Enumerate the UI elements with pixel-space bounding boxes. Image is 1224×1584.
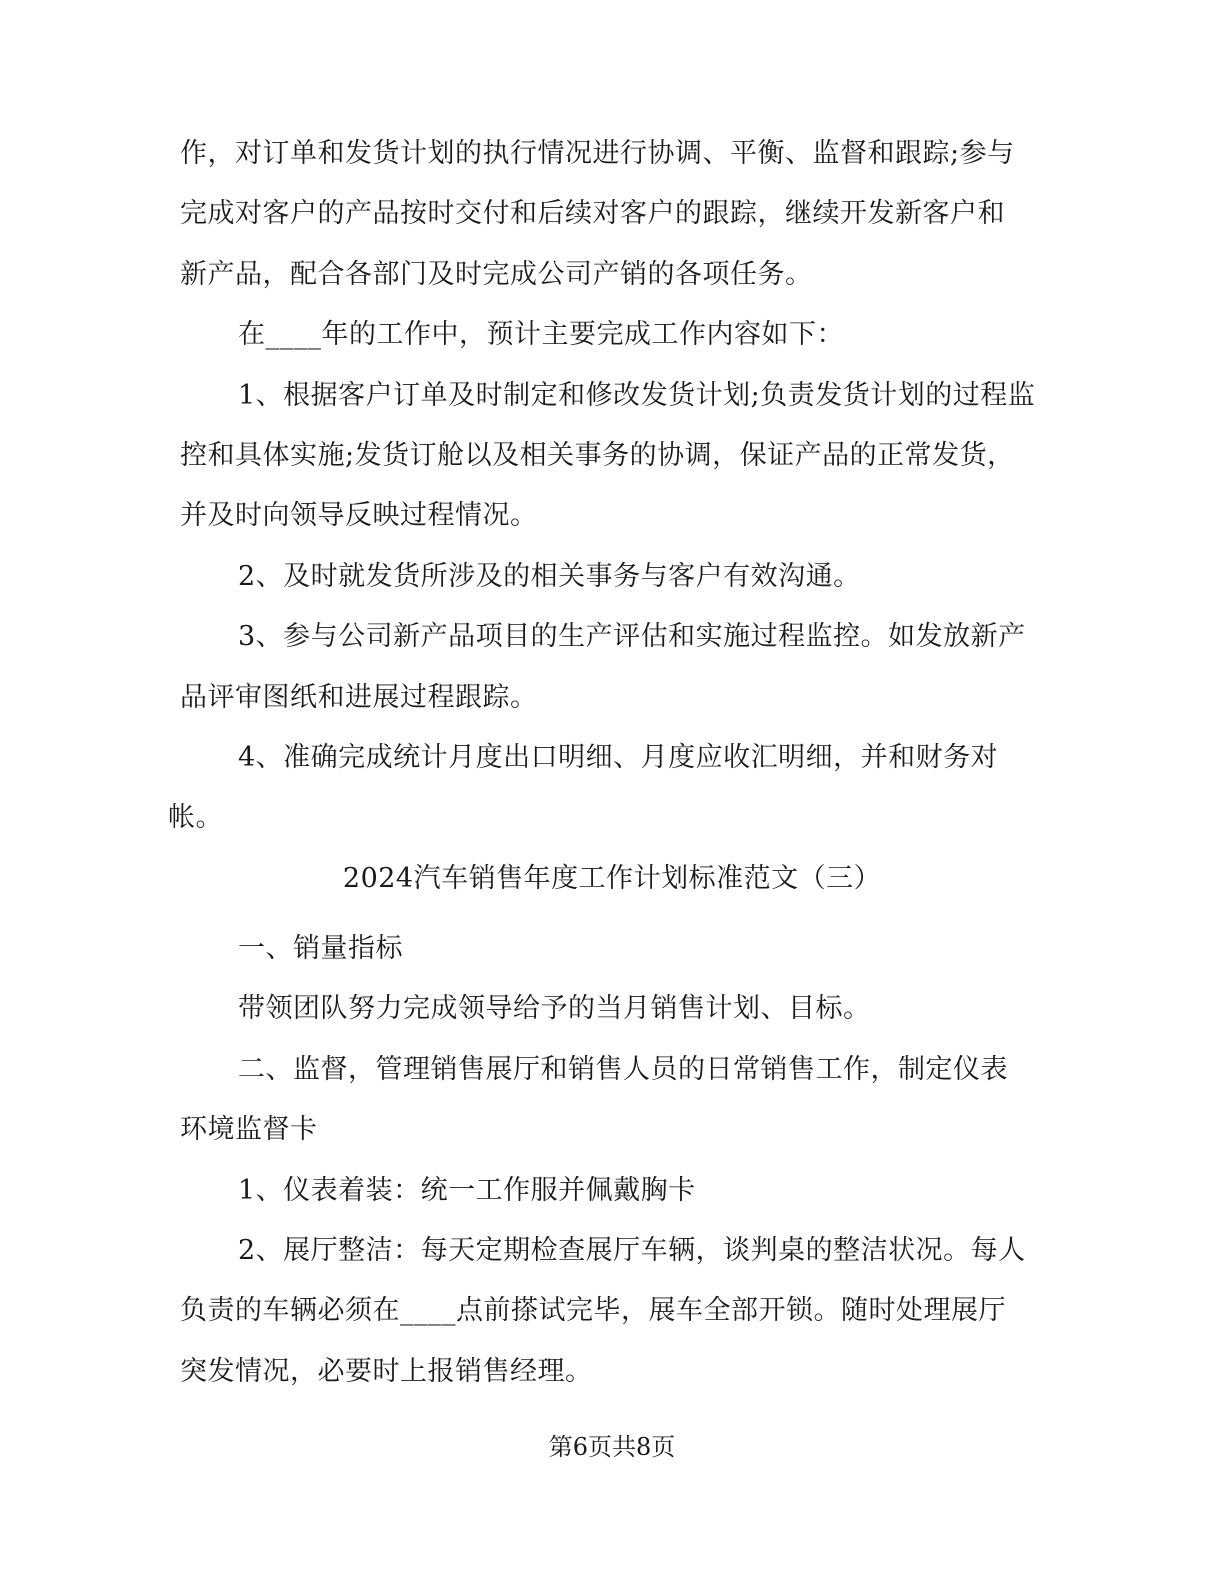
text-line: 完成对客户的产品按时交付和后续对客户的跟踪，继续开发新客户和 — [180, 198, 1005, 229]
page-number: 第6页共8页 — [548, 1433, 676, 1461]
text-line: 控和具体实施;发货订舱以及相关事务的协调，保证产品的正常发货， — [180, 440, 1015, 471]
text-line: 环境监督卡 — [180, 1114, 318, 1145]
text-line: 帐。 — [168, 802, 223, 833]
section-heading: 2024汽车销售年度工作计划标准范文（三） — [342, 863, 882, 894]
text-line: 4、准确完成统计月度出口明细、月度应收汇明细，并和财务对 — [238, 742, 999, 773]
text-line: 突发情况，必要时上报销售经理。 — [180, 1356, 593, 1387]
text-line: 1、仪表着装：统一工作服并佩戴胸卡 — [238, 1175, 696, 1206]
text-line: 2、及时就发货所涉及的相关事务与客户有效沟通。 — [238, 561, 861, 592]
text-line: 负责的车辆必须在____点前搽试完毕，展车全部开锁。随时处理展厅 — [180, 1295, 1006, 1326]
text-line: 作，对订单和发货计划的执行情况进行协调、平衡、监督和跟踪;参与 — [180, 138, 1015, 169]
text-line: 3、参与公司新产品项目的生产评估和实施过程监控。如发放新产 — [238, 621, 1026, 652]
text-line: 一、销量指标 — [238, 933, 403, 964]
text-line: 品评审图纸和进展过程跟踪。 — [180, 682, 538, 713]
text-line: 带领团队努力完成领导给予的当月销售计划、目标。 — [238, 993, 871, 1024]
text-line: 2、展厅整洁：每天定期检查展厅车辆，谈判桌的整洁状况。每人 — [238, 1235, 1026, 1266]
text-line: 新产品，配合各部门及时完成公司产销的各项任务。 — [180, 259, 813, 290]
text-line: 二、监督，管理销售展厅和销售人员的日常销售工作，制定仪表 — [238, 1054, 1008, 1085]
text-line: 在____年的工作中，预计主要完成工作内容如下： — [238, 319, 844, 350]
text-line: 并及时向领导反映过程情况。 — [180, 500, 538, 531]
text-line: 1、根据客户订单及时制定和修改发货计划;负责发货计划的过程监 — [238, 380, 1036, 411]
